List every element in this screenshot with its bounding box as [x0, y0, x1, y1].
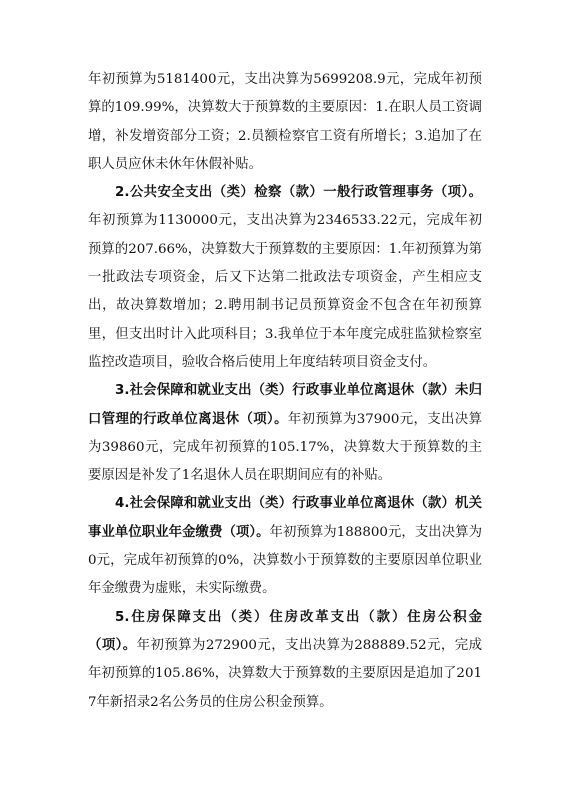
paragraph-4-heading: 4.社会保障和就业支出（类）行政事业单位离退休（款）机关事业单位职业年金缴费（项）。	[88, 496, 482, 540]
paragraph-5-body: 年初预算为272900元，支出决算为288889.52元，完成年初预算的105.86%，决算数大于预算数的主要原因是追加了2017年新招录2名公务员的住房公积金预算。	[88, 637, 482, 710]
document-page	[88, 66, 482, 717]
paragraph-2	[88, 179, 482, 377]
paragraph-3-heading: 3.社会保障和就业支出（类）行政事业单位离退休（款）未归口管理的行政单位离退休（项）。	[88, 383, 482, 427]
paragraph-1-continued	[88, 66, 482, 179]
paragraph-4-body: 年初预算为188800元，支出决算为0元，完成年初预算的0%，决算数小于预算数的主要原因单位职业年金缴费为虚账，未实际缴费。	[88, 524, 482, 597]
paragraph-3-body: 年初预算为37900元，支出决算为39860元，完成年初预算的105.17%，决算数大于预算数的主要原因是补发了1名退休人员在职期间应有的补贴。	[88, 411, 482, 484]
paragraph-4	[88, 490, 482, 603]
paragraph-1-body: 年初预算为5181400元，支出决算为5699208.9元，完成年初预算的109.99%，决算数大于预算数的主要原因：1.在职人员工资调增，补发增资部分工资；2.员额检察官工资有所增长；3.追加了在职人员应休未休年休假补贴。	[88, 72, 482, 172]
paragraph-3	[88, 377, 482, 490]
paragraph-2-heading: 2.公共安全支出（类）检察（款）一般行政管理事务（项）。	[115, 185, 482, 201]
paragraph-5	[88, 604, 482, 717]
paragraph-2-body: 年初预算为1130000元，支出决算为2346533.22元，完成年初预算的207.66%，决算数大于预算数的主要原因：1.年初预算为第一批政法专项资金，后又下达第二批政法专项资金，产生相应支出，故决算数增加；2.聘用制书记员预算资金不包含在年初预算里，但支出时计入此项科目；3.我单位于本年度完成驻监狱检察室监控改造项目，验收合格后使用上年度结转项目资金支付。	[88, 213, 482, 370]
paragraph-5-heading: 5.住房保障支出（类）住房改革支出（款）住房公积金（项）。	[88, 609, 482, 653]
